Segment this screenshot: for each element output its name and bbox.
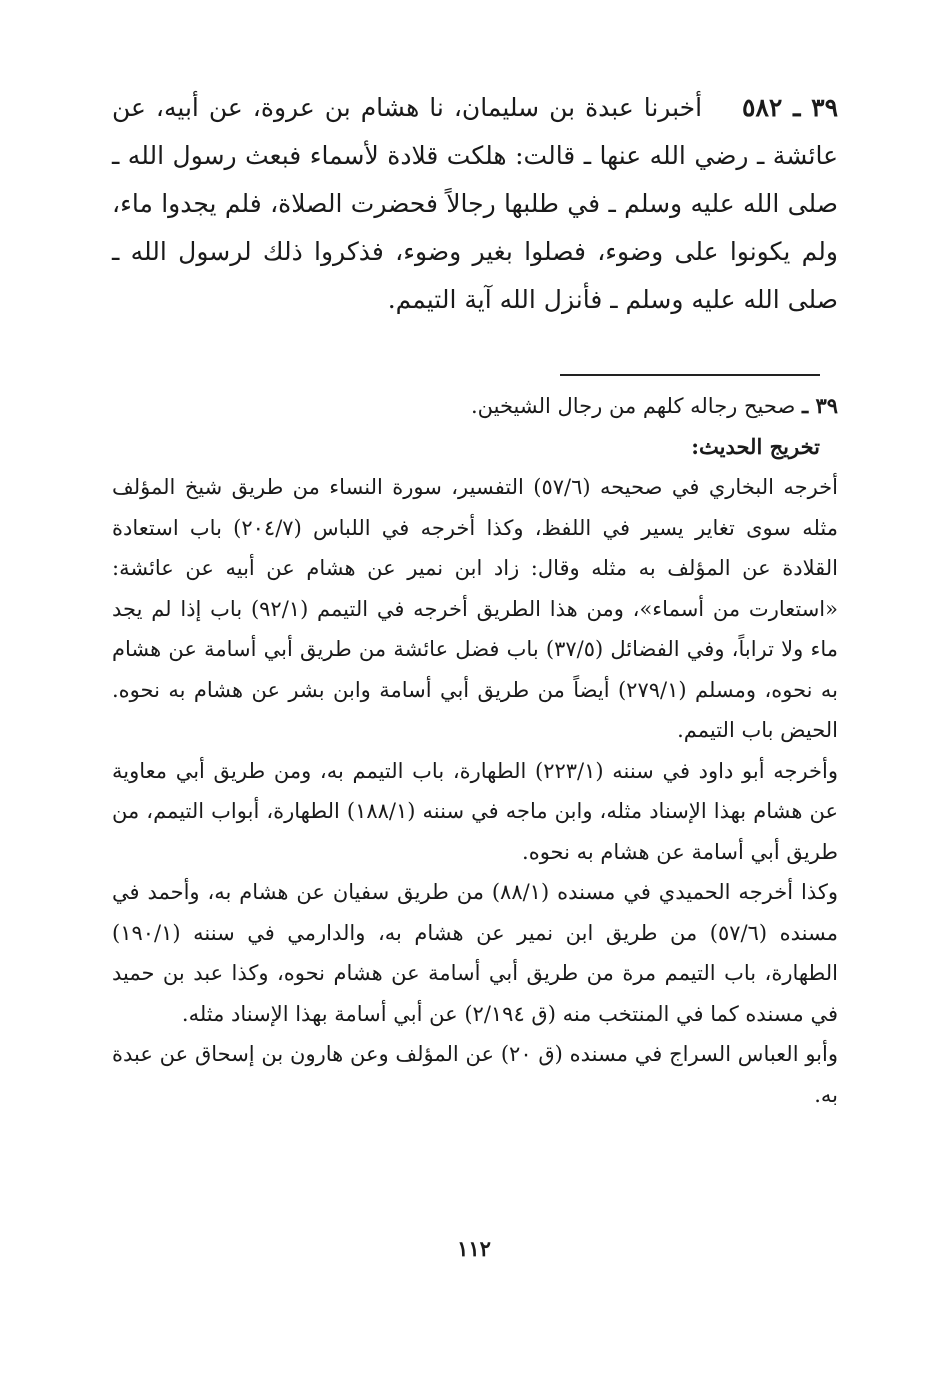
hadith-body: أخبرنا عبدة بن سليمان، نا هشام بن عروة، عن أبيه، عن عائشة ـ رضي الله عنها ـ قالت: هلكت قلادة لأسماء فبعث رسول الله ـ صلى الله عليه وسلم ـ في طلبها رجالاً فحضرت الصلاة، فلم يجدوا ماء، ولم يكونوا على وضوء، فصلوا بغير وضوء، فذكروا ذلك لرسول الله ـ صلى الله عليه وسلم ـ فأنزل الله آية التيمم. (112, 93, 838, 314)
hadith-text-block (112, 84, 838, 324)
takhrij-paragraph: أخرجه البخاري في صحيحه (٥٧/٦) التفسير، سورة النساء من طريق شيخ المؤلف مثله سوى تغاير يسير في اللفظ، وكذا أخرجه في اللباس (٢٠٤/٧) باب استعادة القلادة عن المؤلف به مثله وقال: زاد ابن نمير عن هشام عن أبيه عن عائشة: «استعارت من أسماء»، ومن هذا الطريق أخرجه في التيمم (٩٢/١) باب إذا لم يجد ماء ولا تراباً، وفي الفضائل (٣٧/٥) باب فضل عائشة من طريق أبي أسامة عن هشام به نحوه، ومسلم (٢٧٩/١) أيضاً من طريق أبي أسامة وابن بشر عن هشام به نحوه. الحيض باب التيمم. (112, 475, 838, 742)
takhrij-paragraph: وكذا أخرجه الحميدي في مسنده (٨٨/١) من طريق سفيان عن هشام به، وأحمد في مسنده (٥٧/٦) من طريق ابن نمير عن هشام به، والدارمي في سننه (١٩٠/١) الطهارة، باب التيمم مرة من طريق أبي أسامة عن هشام نحوه، وكذا عبد بن حميد في مسنده كما في المنتخب منه (ق ٢/١٩٤) عن أبي أسامة بهذا الإسناد مثله. (112, 880, 838, 1026)
takhrij-heading: تخريج الحديث: (691, 433, 820, 459)
hadith-number: ٣٩ ـ ٥٨٢ (742, 93, 839, 122)
page-number: ١١٢ (457, 1236, 491, 1261)
footnote-number: ٣٩ ـ (801, 393, 838, 418)
footnote-grading: صحيح رجاله كلهم من رجال الشيخين. (470, 394, 796, 418)
footnote-separator (560, 374, 820, 376)
takhrij-paragraph: وأخرجه أبو داود في سننه (٢٢٣/١) الطهارة، باب التيمم به، ومن طريق أبي معاوية عن هشام بهذا الإسناد مثله، وابن ماجه في سننه (١٨٨/١) الطهارة، أبواب التيمم، من طريق أبي أسامة عن هشام به نحوه. (112, 758, 838, 864)
footnotes-block (112, 386, 838, 1115)
takhrij-paragraph: وأبو العباس السراج في مسنده (ق ٢٠) عن المؤلف وعن هارون بن إسحاق عن عبدة به. (112, 1042, 838, 1107)
footnote-grading-line (112, 386, 838, 427)
